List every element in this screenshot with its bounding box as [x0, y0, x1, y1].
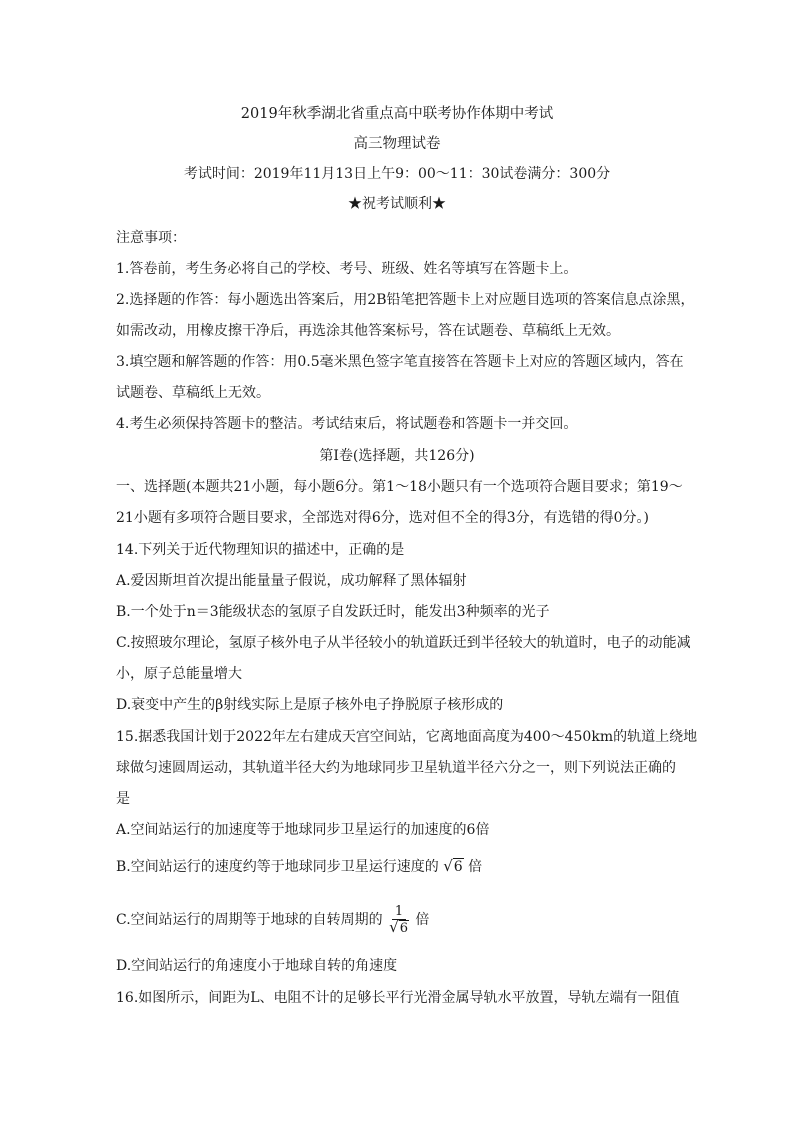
- exam-subtitle: 高三物理试卷: [353, 136, 441, 152]
- q15-option-c-text: C.空间站运行的周期等于地球的自转周期的: [116, 912, 383, 928]
- sqrt-radicand: 6: [453, 859, 463, 875]
- q14-option-b: B.一个处于n＝3能级状态的氢原子自发跃迁时，能发出3种频率的光子: [116, 604, 550, 620]
- q14-option-d: D.衰变中产生的β射线实际上是原子核外电子挣脱原子核形成的: [116, 697, 504, 713]
- q15-option-b-text: B.空间站运行的速度约等于地球同步卫星运行速度的: [116, 859, 439, 875]
- section-instructions-line-2: 21小题有多项符合题目要求，全部选对得6分，选对但不全的得3分，有选错的得0分。): [116, 510, 649, 526]
- q15-option-b: [116, 856, 686, 877]
- q15-option-b-suffix: 倍: [468, 859, 483, 875]
- q15-stem-line-2: 球做匀速圆周运动，其轨道半径大约为地球同步卫星轨道半径六分之一，则下列说法正确的: [116, 760, 676, 776]
- note-2-line-1: 2.选择题的作答：每小题选出答案后，用2B铅笔把答题卡上对应题目选项的答案信息点涂黑，: [116, 292, 695, 308]
- note-3-line-2: 试题卷、草稿纸上无效。: [116, 385, 270, 401]
- note-4: 4.考生必须保持答题卡的整洁。考试结束后，将试题卷和答题卡一并交回。: [116, 416, 578, 432]
- fraction-numerator: 1: [392, 904, 406, 920]
- sqrt-six: √6: [443, 857, 463, 875]
- note-3-line-1: 3.填空题和解答题的作答：用0.5毫米黑色签字笔直接答在答题卡上对应的答题区域内，答在: [116, 354, 684, 370]
- q15-option-c: [116, 904, 686, 936]
- q14-option-a: A.爱因斯坦首次提出能量量子假说，成功解释了黑体辐射: [116, 573, 467, 589]
- part-1-title: 第Ⅰ卷(选择题，共126分): [319, 448, 475, 464]
- exam-title: 2019年秋季湖北省重点高中联考协作体期中考试: [240, 106, 554, 122]
- exam-info: 考试时间：2019年11月13日上午9：00～11：30试卷满分：300分: [183, 166, 611, 182]
- fraction-denominator: √6: [389, 918, 408, 936]
- notes-heading: 注意事项：: [116, 230, 186, 246]
- q15-option-c-suffix: 倍: [415, 912, 430, 928]
- q16-stem-line-1: 16.如图所示，间距为L、电阻不计的足够长平行光滑金属导轨水平放置，导轨左端有一阻值: [116, 990, 680, 1006]
- q14-option-c-line-2: 小，原子总能量增大: [116, 666, 242, 682]
- q15-stem-line-1: 15.据悉我国计划于2022年左右建成天宫空间站，它离地面高度为400～450km的轨道上绕地: [116, 729, 698, 745]
- fraction-one-over-sqrt-six: [389, 904, 409, 936]
- q15-stem-line-3: 是: [116, 791, 130, 807]
- q15-option-a: A.空间站运行的加速度等于地球同步卫星运行的加速度的6倍: [116, 822, 490, 838]
- good-luck-line: ★祝考试顺利★: [348, 196, 446, 212]
- note-1: 1.答卷前，考生务必将自己的学校、考号、班级、姓名等填写在答题卡上。: [116, 261, 578, 277]
- sqrt-radicand: 6: [399, 921, 408, 936]
- q14-stem: 14.下列关于近代物理知识的描述中，正确的是: [116, 542, 405, 558]
- section-instructions-line-1: 一、选择题(本题共21小题，每小题6分。第1～18小题只有一个选项符合题目要求；第19～: [116, 479, 683, 495]
- q14-option-c-line-1: C.按照玻尔理论，氢原子核外电子从半径较小的轨道跃迁到半径较大的轨道时，电子的动能减: [116, 635, 691, 651]
- note-2-line-2: 如需改动，用橡皮擦干净后，再选涂其他答案标号，答在试题卷、草稿纸上无效。: [116, 323, 620, 339]
- q15-option-d: D.空间站运行的角速度小于地球自转的角速度: [116, 958, 398, 974]
